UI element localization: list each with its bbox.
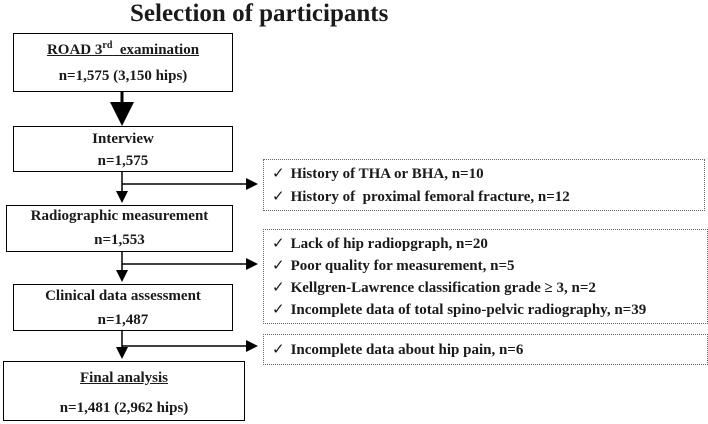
checkmark-icon: ✓ (272, 342, 285, 358)
checkmark-icon: ✓ (272, 258, 285, 274)
step-final-analysis-label: Final analysis (80, 370, 168, 386)
step-road-examination-label: ROAD 3rd examination (46, 40, 200, 58)
exclusion-item: ✓ Incomplete data of total spino-pelvic radiography, n=39 (272, 302, 647, 318)
step-interview-label: Interview (92, 131, 154, 147)
checkmark-icon: ✓ (272, 280, 285, 296)
checkmark-icon: ✓ (272, 236, 285, 252)
step-final-analysis (3, 361, 245, 421)
checkmark-icon: ✓ (272, 189, 285, 205)
step-radiographic-measurement-label: Radiographic measurement (30, 208, 209, 224)
step-clinical-data-assessment-label: Clinical data assessment (45, 288, 201, 304)
checkmark-icon: ✓ (272, 166, 285, 182)
step-clinical-data-assessment (13, 284, 233, 331)
exclusion-box-3 (263, 334, 708, 365)
exclusion-item: ✓ Kellgren-Lawrence classification grade ≥ 3, n=2 (272, 280, 596, 296)
step-final-analysis-count: n=1,481 (2,962 hips) (59, 400, 189, 416)
step-interview-count: n=1,575 (97, 153, 149, 169)
step-interview (13, 126, 233, 172)
step-road-examination-count: n=1,575 (3,150 hips) (58, 68, 188, 84)
checkmark-icon: ✓ (272, 302, 285, 318)
page-title: Selection of participants (130, 0, 389, 27)
step-radiographic-measurement (6, 205, 233, 252)
exclusion-item: ✓ History of proximal femoral fracture, n=12 (272, 189, 570, 205)
exclusion-item: ✓ History of THA or BHA, n=10 (272, 166, 484, 182)
step-clinical-data-assessment-count: n=1,487 (97, 312, 149, 328)
exclusion-box-2 (263, 229, 708, 324)
exclusion-item: ✓ Lack of hip radiopgraph, n=20 (272, 236, 488, 252)
exclusion-item: ✓ Poor quality for measurement, n=5 (272, 258, 515, 274)
exclusion-item: ✓ Incomplete data about hip pain, n=6 (272, 342, 524, 358)
step-radiographic-measurement-count: n=1,553 (94, 232, 145, 248)
exclusion-box-1 (263, 159, 705, 211)
step-road-examination (13, 33, 233, 92)
